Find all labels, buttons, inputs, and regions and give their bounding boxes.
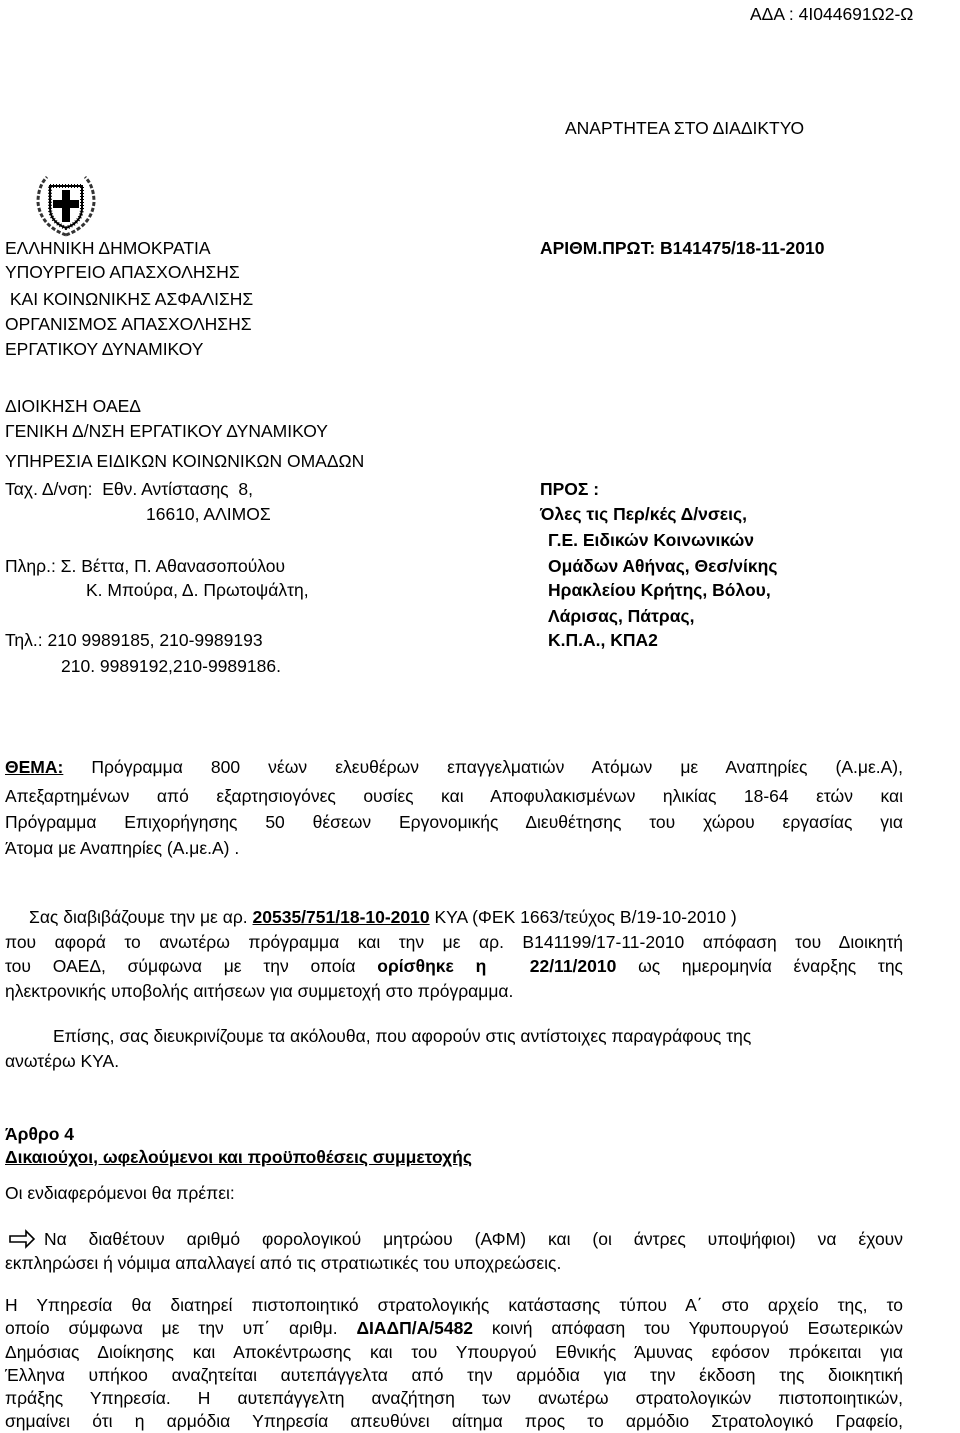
subject-line: Άτομα με Αναπηρίες (Α.με.Α) .: [5, 838, 240, 858]
sender-line: ΕΛΛΗΝΙΚΗ ΔΗΜΟΚΡΑΤΙΑ: [5, 238, 211, 258]
sender-line: ΥΠΟΥΡΓΕΙΟ ΑΠΑΣΧΟΛΗΣΗΣ: [5, 262, 240, 282]
bullet-line: Να διαθέτουν αριθμό φορολογικού μητρώου (ΑΦΜ) και (οι άντρες υποψήφιοι) να έχουν: [44, 1229, 903, 1249]
recipient-line: Ομάδων Αθήνας, Θεσ/νίκης: [548, 556, 778, 576]
sender-line: ΕΡΓΑΤΙΚΟΥ ΔΥΝΑΜΙΚΟΥ: [5, 339, 204, 359]
article-title: Άρθρο 4: [5, 1124, 75, 1144]
recipient-line: Κ.Π.Α., ΚΠΑ2: [548, 630, 658, 650]
recipients-label: ΠΡΟΣ :: [540, 479, 600, 499]
contact-persons: Κ. Μπούρα, Δ. Πρωτοψάλτη,: [86, 580, 309, 600]
body-text: ως ημερομηνία έναρξης της: [616, 956, 903, 976]
article-line: Έλληνα υπήκοο αναζητείται αυτεπάγγελτα από την αρμόδια για την έκδοση της διοικητική: [5, 1365, 903, 1385]
protocol-number: ΑΡΙΘΜ.ΠΡΩΤ: Β141475/18-11-2010: [540, 238, 825, 258]
telephone-numbers: 210. 9989192,210-9989186.: [61, 656, 281, 676]
subject-label: ΘΕΜΑ:: [5, 757, 64, 777]
article-subtitle: Δικαιούχοι, ωφελούμενοι και προϋποθέσεις συμμετοχής: [5, 1147, 472, 1167]
start-date: ορίσθηκε η 22/11/2010: [377, 956, 617, 976]
recipient-line: Γ.Ε. Ειδικών Κοινωνικών: [548, 530, 755, 550]
body-line: ανωτέρω ΚΥΑ.: [5, 1051, 120, 1071]
sender-line: ΚΑΙ ΚΟΙΝΩΝΙΚΗΣ ΑΣΦΑΛΙΣΗΣ: [5, 289, 254, 309]
article-text: κοινή απόφαση του Υφυπουργού Εσωτερικών: [473, 1318, 904, 1338]
body-line: Επίσης, σας διευκρινίζουμε τα ακόλουθα, που αφορούν στις αντίστοιχες παραγράφους της: [53, 1026, 752, 1046]
posted-online-note: ΑΝΑΡΤΗΤΕΑ ΣΤΟ ΔΙΑΔΙΚΤΥΟ: [565, 118, 805, 138]
postal-address: Ταχ. Δ/νση: Εθν. Αντίστασης 8,: [5, 479, 253, 499]
telephone: [5, 629, 263, 652]
subject-line: Πρόγραμμα Επιχορήγησης 50 θέσεων Εργονομικής Διευθέτησης του χώρου εργασίας για: [5, 812, 903, 832]
body-line: ηλεκτρονικής υποβολής αιτήσεων για συμμετοχή στο πρόγραμμα.: [5, 981, 514, 1001]
article-line: Δημόσιας Διοίκησης και Αποκέντρωσης και του Υπουργού Εθνικής Άμυνας εφόσον πρόκειται για: [5, 1342, 903, 1362]
recipient-line: Λάρισας, Πάτρας,: [548, 606, 695, 626]
article-line: Η Υπηρεσία θα διατηρεί πιστοποιητικό στρατολογικής κατάστασης τύπου Α΄ στο αρχείο της, το: [5, 1295, 903, 1315]
body-line: που αφορά το ανωτέρω πρόγραμμα και την με αρ. Β141199/17-11-2010 απόφαση του Διοικητή: [5, 932, 903, 952]
greek-coat-of-arms-icon: [33, 172, 99, 238]
article-line: σημαίνει ότι η αρμόδια Υπηρεσία απευθύνει αίτημα προς το αρμόδιο Στρατολογικό Γραφείο,: [5, 1411, 903, 1431]
body-line: [29, 906, 737, 929]
article-line: πράξης Υπηρεσία. Η αυτεπάγγελτη αναζήτηση των ανωτέρω στρατολογικών πιστοποιητικών,: [5, 1388, 903, 1408]
admin-line: ΔΙΟΙΚΗΣΗ ΟΑΕΔ: [5, 396, 141, 416]
ada-code: ΑΔΑ : 4Ι044691Ω2-Ω: [750, 4, 914, 24]
recipient-line: Όλες τις Περ/κές Δ/νσεις,: [540, 504, 747, 524]
telephone-label: Τηλ.:: [5, 630, 43, 650]
kya-reference: 20535/751/18-10-2010: [252, 907, 430, 927]
postal-code: 16610, ΑΛΙΜΟΣ: [146, 504, 271, 524]
sender-line: ΟΡΓΑΝΙΣΜΟΣ ΑΠΑΣΧΟΛΗΣΗΣ: [5, 314, 252, 334]
article-text: οποίο σύμφωνα με την υπ΄ αριθμ.: [5, 1318, 357, 1338]
telephone-numbers: 210 9989185, 210-9989193: [42, 630, 263, 650]
body-text: του ΟΑΕΔ, σύμφωνα με την οποία: [5, 956, 378, 976]
admin-line: ΓΕΝΙΚΗ Δ/ΝΣΗ ΕΡΓΑΤΙΚΟΥ ΔΥΝΑΜΙΚΟΥ: [5, 421, 328, 441]
body-text: Σας διαβιβάζουμε την με αρ.: [29, 907, 253, 927]
article-intro: Οι ενδιαφερόμενοι θα πρέπει:: [5, 1183, 235, 1203]
decision-reference: ΔΙΑΔΠ/Α/5482: [356, 1318, 474, 1338]
article-line: [5, 1317, 903, 1340]
recipient-line: Ηρακλείου Κρήτης, Βόλου,: [548, 580, 771, 600]
bullet-line: εκπληρώσει ή νόμιμα απαλλαγεί από τις στρατιωτικές του υποχρεώσεις.: [5, 1253, 562, 1273]
subject-text: Πρόγραμμα 800 νέων ελευθέρων επαγγελματιών Ατόμων με Αναπηρίες (Α.με.Α),: [63, 757, 903, 777]
body-text: ΚΥΑ (ΦΕΚ 1663/τεύχος Β/19-10-2010 ): [429, 907, 737, 927]
subject-line: [5, 756, 903, 779]
body-line: [5, 955, 903, 978]
subject-line: Απεξαρτημένων από εξαρτησιογόνες ουσίες και Αποφυλακισμένων ηλικίας 18-64 ετών και: [5, 786, 903, 806]
contact-persons: Πληρ.: Σ. Βέττα, Π. Αθανασοπούλου: [5, 556, 286, 576]
admin-line: ΥΠΗΡΕΣΙΑ ΕΙΔΙΚΩΝ ΚΟΙΝΩΝΙΚΩΝ ΟΜΑΔΩΝ: [5, 451, 365, 471]
